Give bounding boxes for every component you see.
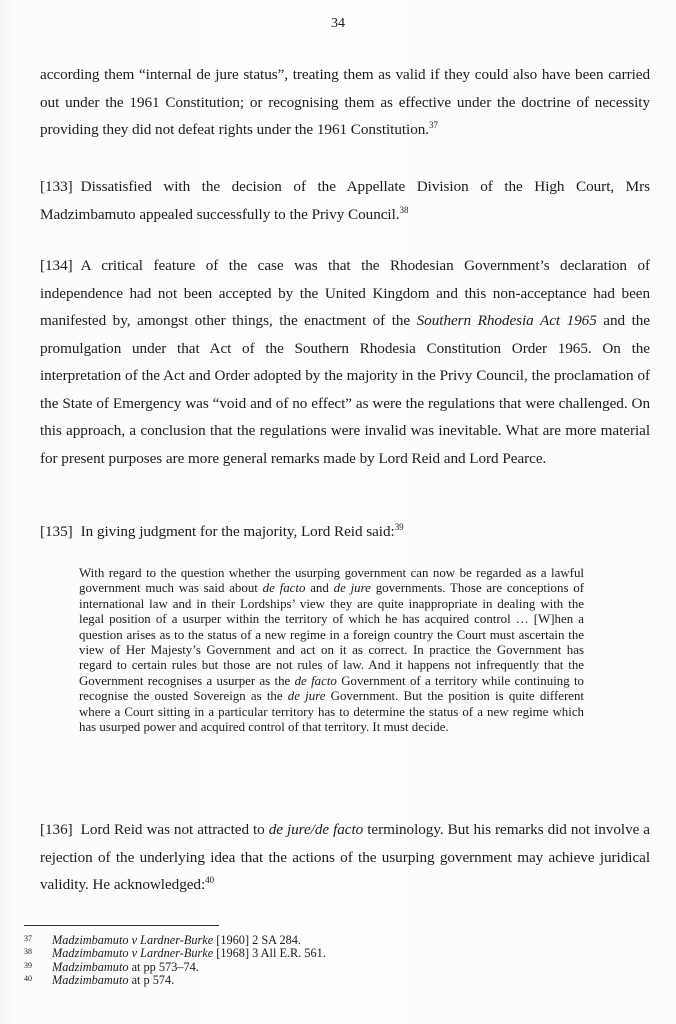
paragraph-135 [40, 518, 650, 546]
quote-italic: de facto [294, 673, 337, 688]
paragraph-text: In giving judgment for the majority, Lord Reid said: [80, 523, 395, 540]
act-title: Southern Rhodesia Act 1965 [416, 312, 597, 329]
case-name: Madzimbamuto v Lardner-Burke [52, 933, 214, 947]
footnote-ref[interactable]: 38 [399, 204, 409, 215]
case-name: Madzimbamuto [52, 973, 129, 988]
quote-text: governments. Those are conceptions of international law and in their Lordships’ view they are quite inappropriate in dealing with the legal position of a usurper within the territory of which he has acquired control … [W]hen a question arises as to the status of a new regime in a foreign country the Court must ascertain the view of Her Majesty’s Government and act on it as correct. In practice the Government has regard to certain rules but those are not rules of law. And it happens not infrequently that the Government recognises a usurper as the [79, 581, 585, 688]
footnotes [24, 934, 326, 988]
paragraph-text: Lord Reid was not attracted to [80, 821, 269, 838]
footnote-38 [24, 947, 326, 960]
paragraph-text: terminology. But his remarks did not involve a rejection of the underlying idea that the actions of the usurping government may achieve juridical validity. He acknowledged: [40, 821, 650, 893]
paragraph-text: Dissatisfied with the decision of the Appellate Division of the High Court, Mrs Madzimbamuto appealed successfully to the Privy Council. [40, 178, 650, 223]
quote-italic: de facto [262, 581, 306, 596]
citation: at p 574. [128, 973, 175, 988]
footnote-ref[interactable]: 39 [394, 522, 404, 532]
paragraph-134 [40, 252, 650, 472]
continuation-paragraph [40, 61, 650, 144]
paragraph-number: [134] [40, 257, 73, 274]
quote-text: Government. But the position is quite different where a Court sitting in a particular territory has to determine the status of a new regime which has usurped power and acquired control of that territory. It must decide. [79, 689, 584, 735]
footnote-divider [24, 925, 219, 926]
footnote-39 [24, 961, 326, 974]
citation: [1960] 2 SA 284. [213, 933, 301, 947]
footnote-ref[interactable]: 40 [205, 875, 215, 885]
quote-italic: de jure [287, 689, 326, 704]
paragraph-text: according them “internal de jure status”, treating them as valid if they could also have been carried out under the 1961 Constitution; or recognising them as effective under the doctrine of necessity providing they did not defeat rights under the 1961 Constitution. [40, 66, 650, 138]
paragraph-number: [135] [40, 523, 73, 540]
footnote-37 [24, 934, 326, 947]
quote-text: Government of a territory while continuing to recognise the ousted Sovereign as the [79, 673, 585, 704]
footnote-number: 39 [24, 960, 32, 970]
paragraph-133 [40, 173, 650, 228]
citation: at pp 573–74. [128, 959, 199, 974]
footnote-40 [24, 974, 326, 987]
quote-text: With regard to the question whether the usurping government can now be regarded as a lawful government much was said about [79, 566, 584, 596]
paragraph-number: [136] [40, 821, 73, 838]
footnote-number: 38 [24, 947, 32, 957]
terminology-italic: de jure/de facto [268, 821, 364, 838]
paragraph-136 [40, 816, 650, 899]
page-number: 34 [331, 16, 345, 31]
footnote-number: 37 [24, 934, 32, 943]
paragraph-text: A critical feature of the case was that the Rhodesian Government’s declaration of independence had not been accepted by the United Kingdom and this non-acceptance had been manifested by, amongst other things, the enactment of the [40, 257, 650, 329]
footnote-number: 40 [24, 974, 32, 984]
block-quote [79, 566, 584, 735]
quote-text: and [305, 581, 334, 596]
case-name: Madzimbamuto [52, 959, 129, 974]
case-name: Madzimbamuto v Lardner-Burke [52, 946, 214, 961]
citation: [1968] 3 All E.R. 561. [213, 946, 326, 961]
paragraph-number: [133] [40, 178, 73, 195]
paragraph-text: and the promulgation under that Act of the Southern Rhodesia Constitution Order 1965. On the interpretation of the Act and Order adopted by the majority in the Privy Council, the proclamation of the State of Emergency was “void and of no effect” as were the regulations that were challenged. On this approach, a conclusion that the regulations were invalid was inevitable. What are more material for present purposes are more general remarks made by Lord Reid and Lord Pearce. [40, 312, 650, 467]
quote-italic: de jure [333, 581, 371, 596]
footnote-ref[interactable]: 37 [429, 120, 438, 130]
